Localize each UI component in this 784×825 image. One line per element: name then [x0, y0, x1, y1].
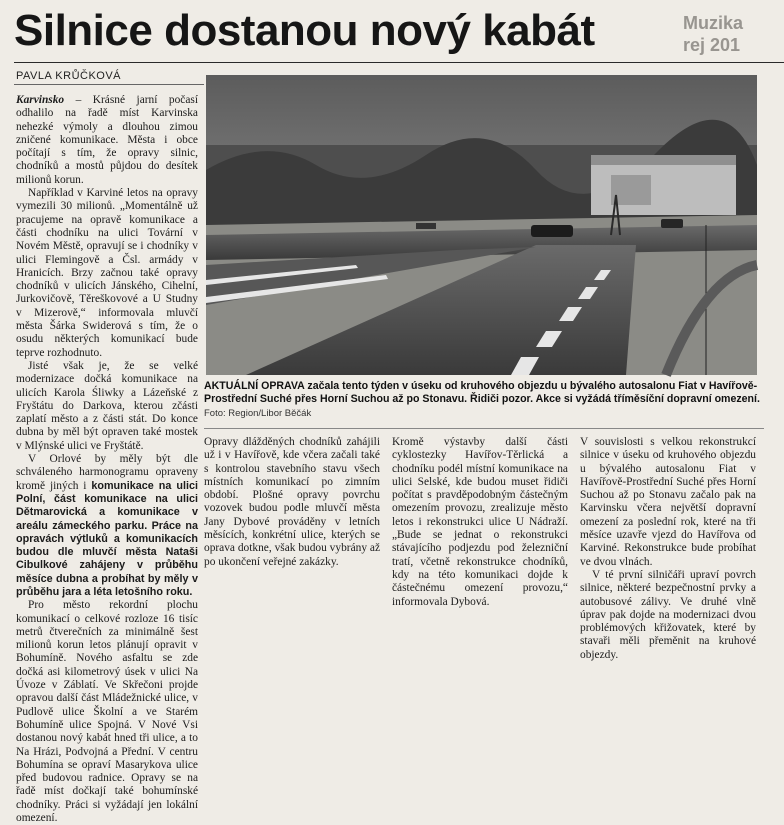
road-photo: [206, 75, 757, 375]
fragment-line: Muzika: [683, 13, 744, 33]
article-column-1: [16, 94, 199, 825]
byline-rule: [14, 84, 204, 85]
headline: Silnice dostanou nový kabát: [14, 6, 595, 55]
paragraph: Jisté však je, že se velké modernizace dočká komunikace na ulicích Karola Śliwky a Lázeňské z Fryštátu do Darkova, kterou zčásti zaplatí město a z části stát. Do konce dubna by měl být opraven také mostek v Mlýnské ulici ve Fryštátě.: [16, 359, 198, 452]
road-photo-image: [206, 75, 757, 375]
paragraph: Karvinsko – Krásné jarní počasí odhalilo na řadě míst Karvinska nehezké výmoly a dlouhou zimou zničené komunikace. Města i obce počítají s tím, že opravy silnic, chodníků a mostů půjdou do desítek milionů korun.: [16, 94, 198, 186]
paragraph: Kromě výstavby další části cyklostezky Havířov-Těrlická a chodníku podél místní komunikace na ulici Selské, kde budou muset řidiči počítat s pravděpodobným částečným omezením provozu, zrealizuje město letos i rekonstrukci ulice U Nádraží. „Bude se jednat o rekonstrukci stávajícího podjezdu pod železniční tratí, včetně rekonstrukce chodníků, kdy na této komunikaci dojde k částečnému omezení provozu,“ informovala Dybová.: [392, 436, 568, 608]
paragraph: Například v Karviné letos na opravy vymezili 30 milionů. „Momentálně už pracujeme na opravě komunikace a části chodníku na ulici Tovární v Novém Městě, opravují se i chodníky v ulici Flemingově a Čsl. armády v Hranicích. Brzy začnou také opravy chodníků v ulicích Jánského, Cihelní, Jurkovičově, Těreškovové a U Studny v Mizerově,“ informovala mluvčí města Šárka Swiderová s tím, že o osudu některých komunikací bude teprve rozhodnuto.: [16, 187, 198, 359]
paragraph: V té první silničáři upraví povrch silnice, některé bezpečnostní prvky a autobusové zálivy. Ve druhé vlně úprav pak dojde na modernizaci dvou problémových křižovatek, které by stavaři měli přeměnit na kruhové objezdy.: [580, 568, 756, 661]
fragment-line: rej 201: [683, 35, 741, 55]
paragraph: Pro město rekordní plochu komunikací o celkové rozloze 16 tisíc metrů čtverečních za minimálně šest milionů korun letos plánují opravit v Bohumíně. Nového asfaltu se zde dočká asi kilometrový úsek v ulici Na Úvoze v Záblatí. Ve Skřečoni projde opravou další část Mládežnické ulice, v Pudlově ulice Školní a ve Starém Bohumíně ulice Spojná. V Nové Vsi dostanou nový kabát hned tři ulice, a to Na Hrázi, Podvojná a Přední. V centru Bohumína se opraví Masarykova ulice před budovou radnice. Opravy se na řadě míst dočkají také bohumínské chodníky. Práci si vyžádají jen lokální omezení.: [16, 599, 198, 825]
paragraph: V souvislosti s velkou rekonstrukcí silnice v úseku od kruhového objezdu u bývalého autosalonu Fiat v Havířově-Prostřední Suché přes Horní Suchou až po Stonavu začalo pak na Karvinsku včera největší dopravní omezení za poslední rok, které na tři měsíce uzavře vjezd do Havířova od Karviné. Rekonstrukce bude probíhat ve dvou vlnách.: [580, 436, 756, 568]
photo-credit: Foto: Region/Libor Běčák: [204, 408, 312, 419]
caption-rule: [204, 428, 764, 429]
article-column-4: [580, 436, 756, 718]
paragraph: V Orlové by měly být dle schváleného harmonogramu opraveny kromě jiných i komunikace na ulici Polní, část komunikace na ulici Dětmarovická a komunikace v areálu zámeckého parku. Práce na opravách výtluků a komunikacích budou dle mluvčí města Nataši Cibulkové zahájeny v průběhu měsíce dubna a probíhat by měly v průběhu jara a léta letošního roku.: [16, 453, 199, 598]
caption-lead: AKTUÁLNÍ OPRAVA: [204, 380, 305, 392]
article-column-2: [204, 436, 380, 718]
photo-caption: [204, 380, 764, 406]
article-column-3: [392, 436, 568, 718]
dateline: Karvinsko: [16, 94, 65, 106]
highlighted-text: komunikace na ulici Polní, část komunikace na ulici Dětmarovická a komunikace v areálu zámeckého parku. Práce na opravách výtluků a komunikacích budou dle mluvčí města Nataši Cibulkové zahájeny v průběhu měsíce dubna a probíhat by měly v průběhu jara a léta letošního roku.: [16, 479, 199, 598]
top-rule: [14, 62, 784, 63]
paragraph: Opravy dlážděných chodníků zahájili už i v Havířově, kde včera začali také s kontrolou stavebního stavu všech místních komunikací po zimním období. Plošné opravy povrchu vozovek budou podle mluvčí města Jany Dybové prováděny v letních měsících, konkrétní ulice, kterých se oprava dotkne, však budou vybrány až po ukončení veřejné zakázky.: [204, 436, 380, 568]
caption-text: začala tento týden v úseku od kruhového objezdu u bývalého autosalonu Fiat v Havířově-Prostřední Suché přes Horní Suchou až po Stonavu. Řidiči pozor. Akce si vyžádá tříměsíční dopravní omezení.: [204, 380, 760, 405]
byline: PAVLA KRŮČKOVÁ: [16, 70, 122, 82]
adjacent-article-fragment: [683, 12, 784, 64]
